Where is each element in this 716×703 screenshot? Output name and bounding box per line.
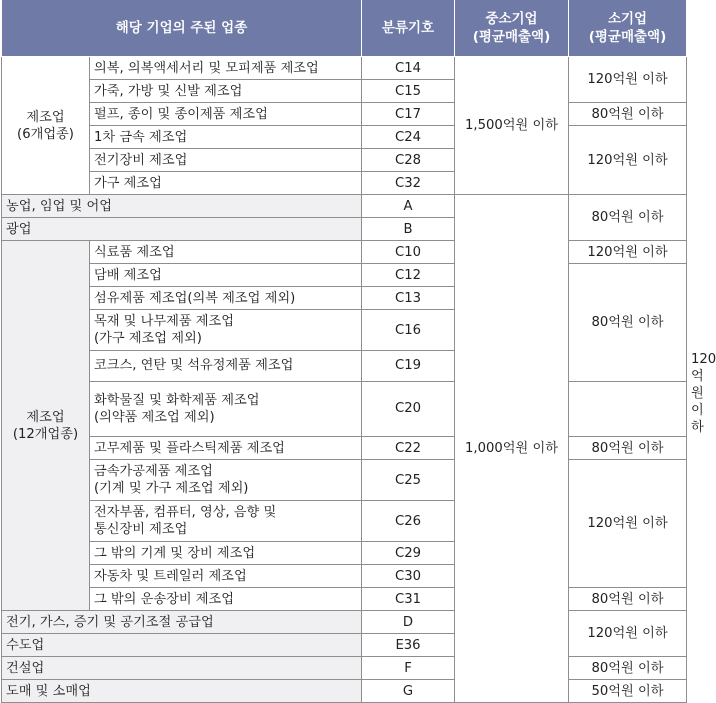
industry-name: 금속가공제품 제조업 (기계 및 가구 제조업 제외) [90, 460, 362, 501]
industry-code: C29 [362, 542, 455, 565]
industry-code: C16 [362, 310, 455, 351]
industry-code: C30 [362, 565, 455, 588]
industry-name: 가구 제조업 [90, 172, 362, 195]
industry-name: 1차 금속 제조업 [90, 126, 362, 149]
industry-code: C13 [362, 287, 455, 310]
small-threshold: 120억원 이하 [569, 126, 687, 195]
small-threshold: 80억원 이하 [569, 657, 687, 680]
header-row [2, 0, 687, 57]
table-row [2, 437, 687, 460]
industry-name: 섬유제품 제조업(의복 제조업 제외) [90, 287, 362, 310]
table-row [2, 57, 687, 80]
group2-label: 제조업 (12개업종) [2, 241, 90, 611]
industry-code: C28 [362, 149, 455, 172]
industry-code: B [362, 218, 455, 241]
industry-name: 목재 및 나무제품 제조업 (가구 제조업 제외) [90, 310, 362, 351]
small-threshold: 50억원 이하 [569, 680, 687, 703]
table-row [2, 103, 687, 126]
table-row [2, 460, 687, 501]
table-row [2, 126, 687, 149]
small-threshold: 120억원 이하 [569, 460, 687, 588]
industry-code: C24 [362, 126, 455, 149]
industry-code: D [362, 611, 455, 634]
small-threshold: 80억원 이하 [569, 195, 687, 241]
table-row [2, 588, 687, 611]
medium-threshold: 1,000억원 이하 [455, 195, 569, 703]
table-row [2, 381, 687, 436]
industry-name: 화학물질 및 화학제품 제조업 (의약품 제조업 제외) [90, 381, 362, 436]
small-threshold: 120억원 이하 [569, 57, 687, 103]
industry-code: C19 [362, 351, 455, 382]
industry-name: 농업, 임업 및 어업 [2, 195, 362, 218]
header-medium: 중소기업 (평균매출액) [455, 0, 569, 57]
group1-label: 제조업 (6개업종) [2, 57, 90, 195]
header-code: 분류기호 [362, 0, 455, 57]
small-threshold: 120억원 이하 [569, 611, 687, 657]
industry-code: C15 [362, 80, 455, 103]
industry-name: 도매 및 소매업 [2, 680, 362, 703]
industry-code: G [362, 680, 455, 703]
industry-name: 펄프, 종이 및 종이제품 제조업 [90, 103, 362, 126]
industry-code: C17 [362, 103, 455, 126]
medium-threshold: 1,500억원 이하 [455, 57, 569, 195]
industry-code: E36 [362, 634, 455, 657]
table-row [2, 657, 687, 680]
industry-name: 식료품 제조업 [90, 241, 362, 264]
industry-name: 의복, 의복액세서리 및 모피제품 제조업 [90, 57, 362, 80]
small-threshold: 80억원 이하 [569, 437, 687, 460]
industry-code: C25 [362, 460, 455, 501]
small-threshold: 120억원 이하 [569, 241, 687, 264]
industry-name: 가죽, 가방 및 신발 제조업 [90, 80, 362, 103]
industry-code: C14 [362, 57, 455, 80]
table-row [2, 264, 687, 287]
industry-code: C26 [362, 501, 455, 542]
industry-name: 코크스, 연탄 및 석유정제품 제조업 [90, 351, 362, 382]
industry-code: A [362, 195, 455, 218]
table-row [2, 611, 687, 634]
industry-name: 담배 제조업 [90, 264, 362, 287]
industry-name: 건설업 [2, 657, 362, 680]
industry-code: C32 [362, 172, 455, 195]
industry-name: 전기장비 제조업 [90, 149, 362, 172]
industry-name: 그 밖의 운송장비 제조업 [90, 588, 362, 611]
industry-name: 전자부품, 컴퓨터, 영상, 음향 및 통신장비 제조업 [90, 501, 362, 542]
small-threshold: 80억원 이하 [569, 103, 687, 126]
table-row [2, 195, 687, 218]
small-threshold: 80억원 이하 [569, 588, 687, 611]
small-threshold: 80억원 이하 [569, 264, 687, 382]
industry-name: 광업 [2, 218, 362, 241]
industry-name: 그 밖의 기계 및 장비 제조업 [90, 542, 362, 565]
table-row [2, 241, 687, 264]
industry-name: 전기, 가스, 증기 및 공기조절 공급업 [2, 611, 362, 634]
industry-code: C31 [362, 588, 455, 611]
industry-code: F [362, 657, 455, 680]
table-row [2, 680, 687, 703]
header-small: 소기업 (평균매출액) [569, 0, 687, 57]
table-row: 코크스, 연탄 및 석유정제품 제조업 C19 120억원 이하 [2, 351, 687, 382]
industry-code: C12 [362, 264, 455, 287]
header-industry: 해당 기업의 주된 업종 [2, 0, 362, 57]
industry-code: C22 [362, 437, 455, 460]
industry-name: 고무제품 및 플라스틱제품 제조업 [90, 437, 362, 460]
industry-code: C10 [362, 241, 455, 264]
industry-name: 자동차 및 트레일러 제조업 [90, 565, 362, 588]
industry-name: 수도업 [2, 634, 362, 657]
sme-size-criteria-table [1, 0, 716, 703]
industry-code: C20 [362, 381, 455, 436]
